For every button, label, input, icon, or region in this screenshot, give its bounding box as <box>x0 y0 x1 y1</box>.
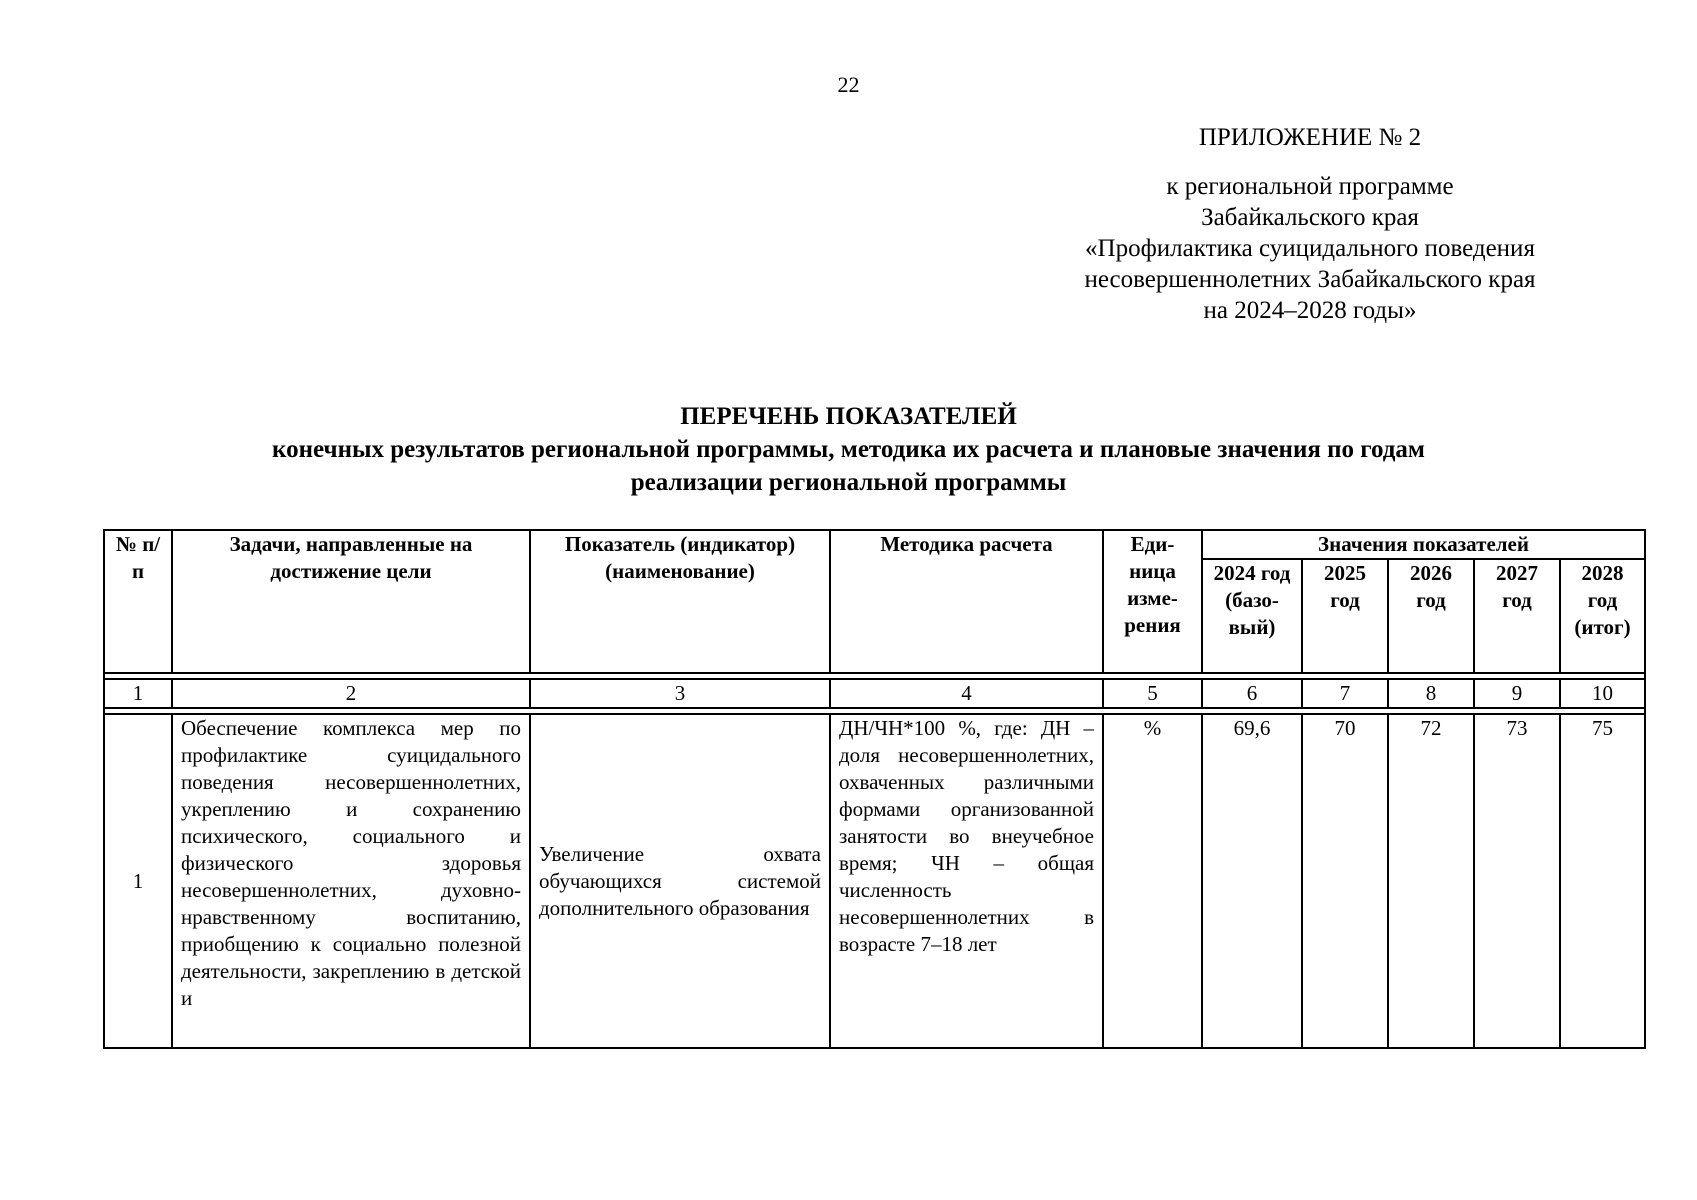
header-indicator: Показатель (индикатор) (наименование) <box>530 530 830 673</box>
column-number: 7 <box>1302 679 1388 708</box>
row-value-2025: 70 <box>1302 714 1388 1048</box>
header-num: № п/п <box>104 530 172 673</box>
column-number: 4 <box>830 679 1103 708</box>
column-number-row <box>104 679 1645 708</box>
column-number: 2 <box>172 679 530 708</box>
column-number: 8 <box>1388 679 1474 708</box>
heading-title: ПЕРЕЧЕНЬ ПОКАЗАТЕЛЕЙ <box>680 403 1017 430</box>
appendix-line: к региональной программе <box>1166 173 1454 200</box>
row-task: Обеспечение комплекса мер по профилактике суицидального поведения несовершеннолетних, укреплению и сохранению психического, социального и физического здоровья несовершеннолетних, духовно-нравственному воспитанию, приобщению к социально полезной деятельности, закреплению в детской и <box>172 714 530 1048</box>
column-number: 3 <box>530 679 830 708</box>
indicators-table <box>103 529 1646 1049</box>
table-header-row <box>104 530 1645 559</box>
appendix-block <box>1020 122 1600 326</box>
row-value-2024: 69,6 <box>1202 714 1302 1048</box>
appendix-line: Забайкальского края <box>1201 204 1419 231</box>
row-indicator: Увеличение охвата обучающихся системой дополнительного образования <box>530 714 830 1048</box>
column-number: 9 <box>1474 679 1560 708</box>
heading-subtitle-cont: реализации региональной программы <box>630 469 1067 496</box>
header-year-2028: 2028 год (итог) <box>1560 559 1645 673</box>
column-number: 10 <box>1560 679 1645 708</box>
header-tasks: Задачи, направленные на достижение цели <box>172 530 530 673</box>
row-value-2028: 75 <box>1560 714 1645 1048</box>
row-unit: % <box>1103 714 1202 1048</box>
column-number: 5 <box>1103 679 1202 708</box>
column-number: 6 <box>1202 679 1302 708</box>
row-method: ДН/ЧН*100 %, где: ДН – доля несовершеннолетних, охваченных различными формами организованной занятости во внеучебное время; ЧН – общая численность несовершеннолетних в возрасте 7–18 лет <box>830 714 1103 1048</box>
header-unit: Еди-ница изме-рения <box>1103 530 1202 673</box>
header-year-2027: 2027 год <box>1474 559 1560 673</box>
column-number: 1 <box>104 679 172 708</box>
appendix-line: на 2024–2028 годы» <box>1203 297 1417 324</box>
row-num: 1 <box>104 714 172 1048</box>
heading-subtitle: конечных результатов региональной программы, методика их расчета и плановые значения по годам <box>272 436 1425 463</box>
row-value-2027: 73 <box>1474 714 1560 1048</box>
header-year-2025: 2025 год <box>1302 559 1388 673</box>
appendix-title: ПРИЛОЖЕНИЕ № 2 <box>1198 124 1422 151</box>
document-heading <box>0 400 1697 499</box>
page-number: 22 <box>837 72 860 97</box>
header-values-group: Значения показателей <box>1202 530 1645 559</box>
header-method: Методика расчета <box>830 530 1103 673</box>
row-value-2026: 72 <box>1388 714 1474 1048</box>
appendix-line: несовершеннолетних Забайкальского края <box>1084 266 1536 293</box>
header-year-2026: 2026 год <box>1388 559 1474 673</box>
appendix-line: «Профилактика суицидального поведения <box>1085 235 1535 262</box>
table-row <box>104 714 1645 1048</box>
header-year-2024: 2024 год (базо-вый) <box>1202 559 1302 673</box>
